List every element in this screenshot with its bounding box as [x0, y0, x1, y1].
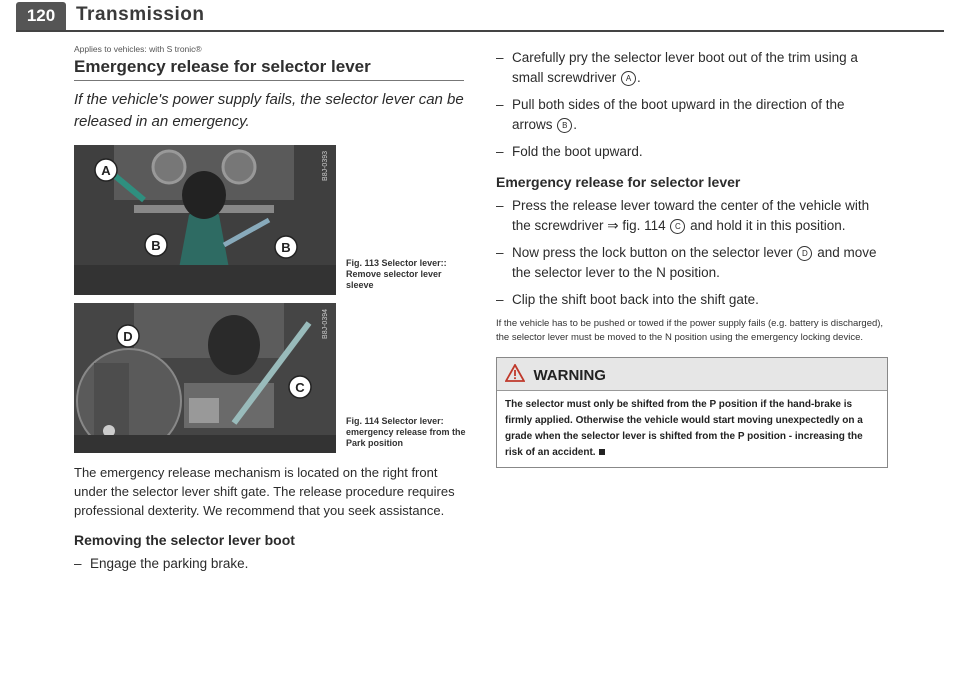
reference-callout: A — [621, 71, 636, 86]
step-text: Press the release lever toward the center of the vehicle with the screwdriver ⇒ fig. 114 — [512, 198, 870, 233]
warning-body: The selector must only be shifted from the P position if the hand-brake is firmly applied. Otherwise the vehicle would start moving unexpectedly on a grade when the selector lever is shifted from the P position - increasing the risk of an accident. — [505, 399, 863, 458]
svg-text:A: A — [101, 163, 111, 178]
step-item: – Pull both sides of the boot upward in the direction of the arrows B . — [496, 95, 886, 135]
figure-114-caption — [346, 416, 468, 449]
svg-text:B: B — [151, 238, 161, 253]
figure-113-caption-text: Selector lever:: Remove selector lever sleeve — [346, 258, 447, 290]
step-item — [496, 243, 886, 283]
figure-113-label: Fig. 113 — [346, 258, 380, 268]
right-column — [496, 48, 886, 468]
svg-text:B: B — [281, 240, 291, 255]
step-item: – Clip the shift boot back into the shift gate. — [496, 290, 886, 310]
step-text: Now press the lock button on the selector lever — [512, 245, 793, 260]
svg-text:C: C — [295, 380, 305, 395]
steps-list-left — [74, 554, 464, 574]
warning-header — [497, 358, 887, 391]
figure-113-code: B8J-0393 — [322, 151, 329, 181]
steps-list-release — [496, 196, 886, 310]
callout-a — [95, 159, 117, 181]
left-column — [74, 44, 464, 581]
subheading-remove-boot: Removing the selector lever boot — [74, 532, 295, 548]
section-title: Emergency release for selector lever — [74, 57, 464, 81]
end-mark-icon — [599, 449, 605, 455]
step-item — [496, 196, 886, 236]
step-item: – Engage the parking brake. — [74, 554, 464, 574]
note-text: If the vehicle has to be pushed or towed if the power supply fails (e.g. battery is discharged), the selector lever must be moved to the N position using the emergency locking device. — [496, 318, 884, 343]
reference-callout: D — [797, 246, 812, 261]
reference-callout: B — [557, 118, 572, 133]
step-text-post: and move the selector lever to the N position. — [512, 245, 877, 280]
callout-d — [117, 325, 139, 347]
steps-list-right — [496, 48, 886, 162]
step-item: – Fold the boot upward. — [496, 142, 886, 162]
figure-113-row — [74, 145, 464, 295]
warning-triangle-icon — [505, 364, 525, 387]
callout-b-right — [275, 236, 297, 258]
warning-title: WARNING — [533, 367, 606, 384]
page-title: Transmission — [76, 4, 205, 25]
subheading-emergency-release: Emergency release for selector lever — [496, 174, 741, 190]
step-text-post: and hold it in this position. — [690, 218, 846, 233]
callout-b-left — [145, 234, 167, 256]
callout-c — [289, 376, 311, 398]
step-text: Carefully pry the selector lever boot out of the trim using a small screwdriver — [512, 50, 858, 85]
page-header — [0, 0, 960, 40]
page-number: 120 — [16, 2, 66, 30]
figure-114-label: Fig. 114 — [346, 416, 380, 426]
header-rule — [16, 30, 944, 32]
step-text: Pull both sides of the boot upward in the direction of the arrows — [512, 97, 845, 132]
figure-114-row — [74, 303, 464, 453]
figure-114-code: B8J-0394 — [322, 309, 329, 339]
warning-box — [496, 357, 888, 468]
figure-114-image — [74, 303, 336, 453]
svg-text:D: D — [123, 329, 133, 344]
reference-callout: C — [670, 219, 685, 234]
warning-text — [497, 391, 887, 467]
figure-113-caption — [346, 258, 468, 291]
applies-to: Applies to vehicles: with S tronic® — [74, 44, 202, 54]
intro-text: If the vehicle's power supply fails, the selector lever can be released in an emergency. — [74, 91, 464, 130]
figure-113-image — [74, 145, 336, 295]
body-paragraph: The emergency release mechanism is located on the right front under the selector lever shift gate. The release procedure requires professional dexterity. We recommend that you seek assistance. — [74, 465, 455, 518]
step-item: – Carefully pry the selector lever boot out of the trim using a small screwdriver A . — [496, 48, 886, 88]
figure-114-caption-text: Selector lever: emergency release from the Park position — [346, 416, 466, 448]
